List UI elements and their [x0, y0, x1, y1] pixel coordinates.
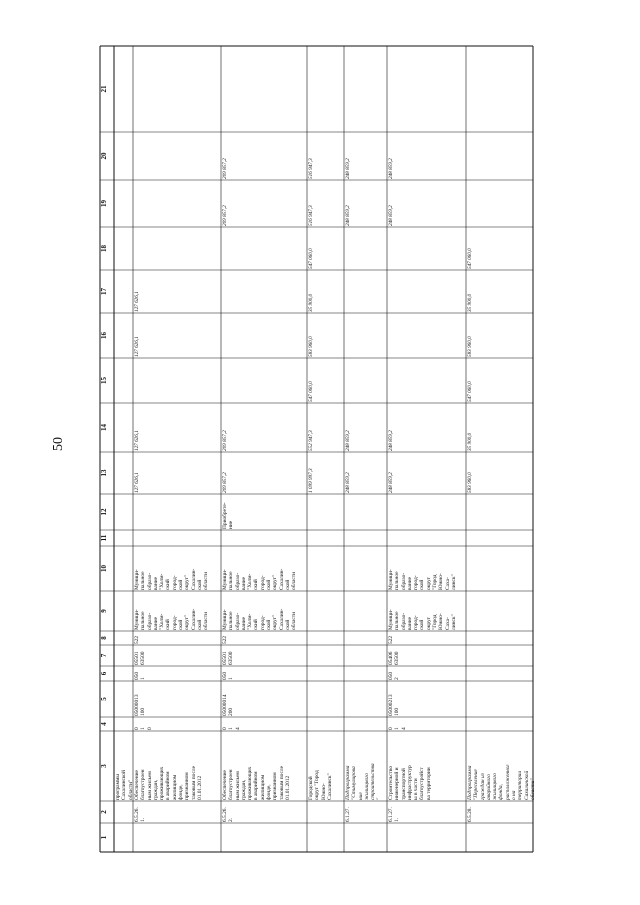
amount-cell: 248 859,2: [345, 205, 351, 226]
column-header: 21: [100, 85, 108, 93]
amount-cell: 547 060,0: [308, 381, 314, 402]
amount-cell: 248 859,2: [345, 430, 351, 451]
column-header: 4: [100, 722, 108, 726]
column-header: 5: [100, 697, 108, 701]
table-cell: 05000013 100: [134, 694, 147, 716]
table-cell: Муници- пальное образо- вание "Холм- ский город- ской округ" Сахалин- ской области: [222, 608, 298, 630]
column-header: 2: [100, 810, 108, 814]
amount-cell: 583 960,0: [467, 472, 473, 493]
table-cell: 050 2: [388, 671, 401, 680]
amount-cell: 127 626,1: [134, 472, 140, 493]
column-header: 7: [100, 653, 108, 658]
table-cell: 6.1.27. 1.: [388, 807, 401, 822]
table-cell: 0 1 4: [388, 727, 407, 730]
table-cell: 522: [134, 635, 140, 644]
table-cell: программы Сахалинской области": [115, 770, 134, 800]
amount-cell: 35 900,0: [467, 432, 473, 451]
amount-cell: 248 859,2: [388, 472, 394, 493]
table-cell: Обеспечение благоустроен ным жильем граждан, проживающих в аварийном жилищном фонде, признанном таковым после 01.01.2012: [134, 766, 203, 800]
column-header: 13: [100, 469, 108, 477]
column-header: 18: [100, 245, 108, 252]
table-cell: 0 1 4: [222, 727, 241, 730]
amount-cell: 547 060,0: [467, 381, 473, 402]
amount-cell: 209 857,2: [222, 205, 228, 226]
amount-cell: 248 859,2: [345, 472, 351, 493]
table-cell: Подпрограмма "Стимулирова ние жилищного строительства ": [345, 763, 383, 800]
table-cell: Городской округ "Город Южно- Сахалинск": [308, 770, 333, 800]
table-cell: 6.1.27.: [345, 807, 351, 822]
table-cell: Подпрограмма "Переселение граждан из аварийного жилищного фонда, расположенног о на территории Сахалинской области": [467, 764, 536, 800]
amount-cell: 248 859,2: [388, 158, 394, 179]
table-cell: Обеспечение благоустроен ным жильем граждан, проживающих в аварийном жилищном фонде, признанном таковым после 01.01.2012: [222, 766, 291, 800]
table-cell: 05501 63500: [134, 651, 147, 665]
table-cell: 522: [388, 635, 394, 644]
rotated-table: [100, 46, 536, 852]
amount-cell: 516 947,3: [308, 205, 314, 226]
column-header: 10: [100, 565, 108, 572]
table-cell: Муници- пальное образо- вание город- ской округ "Город Южно- Саха- линск": [388, 609, 457, 630]
table-cell: 522: [222, 635, 228, 644]
page-number: 50: [51, 437, 66, 451]
table-cell: 050 1: [134, 671, 147, 680]
amount-cell: 248 859,2: [388, 205, 394, 226]
amount-cell: 127 626,1: [134, 430, 140, 451]
column-header: 6: [100, 671, 108, 676]
column-header: 19: [100, 200, 108, 207]
column-header: 15: [100, 377, 108, 384]
table-cell: Муници- пальное образо- вание город- ской округ "Город Южно- Саха- линск": [388, 569, 457, 590]
table-cell: 05000014 200: [222, 694, 235, 716]
amount-cell: 127 626,1: [134, 336, 140, 357]
table-cell: 0 1 0: [134, 727, 153, 730]
column-header: 1: [100, 835, 108, 840]
column-header: 16: [100, 332, 108, 339]
amount-cell: 583 960,0: [467, 336, 473, 357]
table-cell: 6.5.28.: [467, 807, 473, 822]
amount-cell: 248 859,2: [345, 158, 351, 179]
column-header: 14: [100, 424, 108, 431]
amount-cell: 1 099 997,3: [308, 468, 314, 493]
table-cell: Приобрете- ние: [222, 502, 235, 529]
table-cell: Муници- пальное образо- вание "Холм- ский город- ской округ" Сахалин- ской области: [134, 568, 210, 590]
amount-cell: 209 857,2: [222, 472, 228, 493]
amount-cell: 209 857,2: [222, 430, 228, 451]
column-header: 8: [100, 636, 108, 640]
table-cell: 6.5.26. 1.: [134, 807, 147, 822]
table-cell: 05501 63500: [222, 651, 235, 665]
table-cell: Муници- пальное образо- вание "Холм- ский город- ской округ" Сахалин- ской области: [222, 568, 298, 590]
amount-cell: 547 060,0: [467, 248, 473, 269]
amount-cell: 35 900,0: [467, 293, 473, 312]
amount-cell: 209 857,2: [222, 158, 228, 179]
table-cell: 6.5.26. 2.: [222, 807, 235, 822]
amount-cell: 552 947,3: [308, 430, 314, 451]
amount-cell: 583 960,0: [308, 336, 314, 357]
column-header: 12: [100, 508, 108, 516]
table-cell: Строительство инженерной и транспортной инфраструктур ы в части благоустройст ва территории: [388, 765, 432, 800]
table-cell: 050 1: [222, 671, 235, 680]
table-cell: 05000213 100: [388, 694, 401, 716]
column-header: 11: [100, 534, 108, 542]
column-header: 3: [100, 764, 108, 768]
table-cell: 05406 63500: [388, 651, 401, 665]
column-header: 17: [100, 288, 108, 295]
amount-cell: 547 060,0: [308, 248, 314, 269]
amount-cell: 35 900,0: [308, 293, 314, 312]
table-cell: Муници- пальное образо- вание "Холм- ский город- ской округ" Сахалин- ской области: [134, 608, 210, 630]
amount-cell: 248 859,2: [388, 430, 394, 451]
column-header: 9: [100, 609, 108, 613]
amount-cell: 127 626,1: [134, 291, 140, 312]
amount-cell: 516 947,3: [308, 158, 314, 179]
column-header: 20: [100, 152, 108, 160]
